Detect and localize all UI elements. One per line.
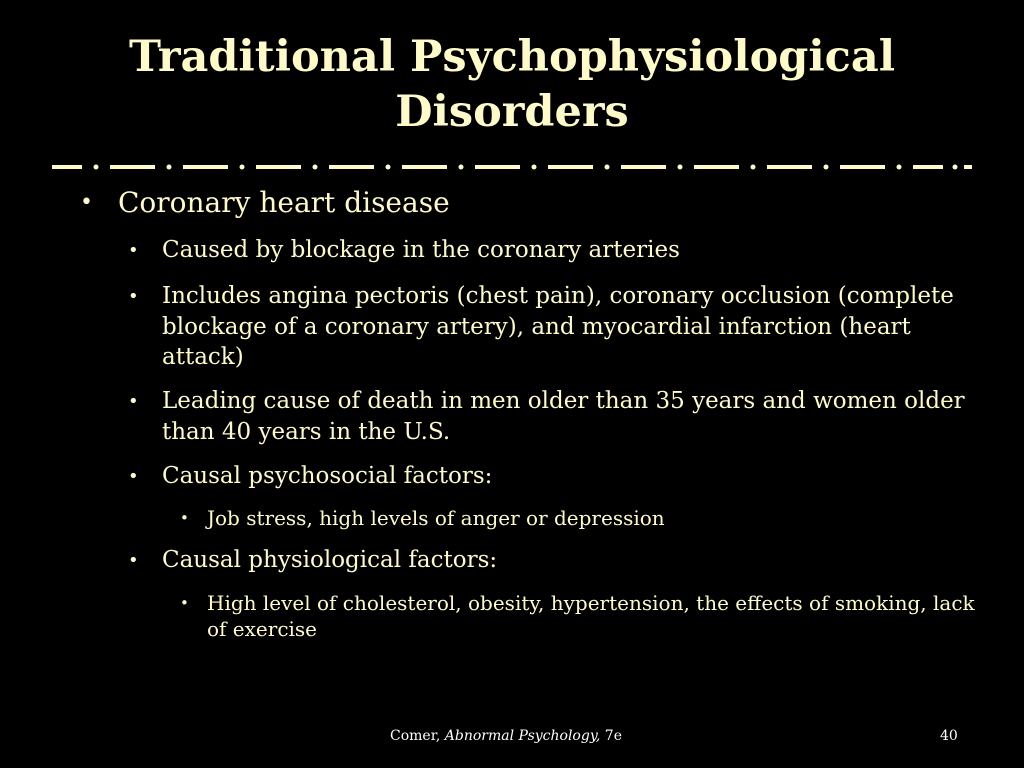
- bullet-marker: •: [180, 594, 189, 612]
- bullet-marker: •: [128, 466, 139, 487]
- bullet-marker: •: [128, 391, 139, 412]
- bullet-includes-angina: Includes angina pectoris (chest pain), coronary occlusion (complete blockage of a coronary artery), and myocardial infarction (heart attack): [162, 283, 954, 370]
- bullet-marker: •: [128, 286, 139, 307]
- bullet-marker: •: [128, 550, 139, 571]
- footer-edition: 7e: [604, 728, 622, 744]
- slide-title: Traditional Psychophysiological Disorders: [128, 32, 896, 137]
- title-divider: [52, 160, 972, 174]
- footer-author: Comer,: [390, 728, 441, 744]
- bullet-psychosocial-factors: Causal psychosocial factors:: [162, 463, 493, 489]
- bullet-leading-cause: Leading cause of death in men older than 35 years and women older than 40 years in the U.S.: [162, 388, 965, 445]
- footer-book-title: Abnormal Psychology,: [444, 728, 601, 744]
- slide-number: 40: [940, 728, 958, 744]
- bullet-caused-by-blockage: Caused by blockage in the coronary arteries: [162, 237, 680, 263]
- bullet-marker: •: [128, 240, 139, 261]
- bullet-coronary-heart-disease: Coronary heart disease: [118, 186, 450, 219]
- bullet-cholesterol-obesity: High level of cholesterol, obesity, hypertension, the effects of smoking, lack of exercise: [207, 591, 975, 641]
- bullet-physiological-factors: Causal physiological factors:: [162, 547, 498, 573]
- bullet-marker: •: [180, 509, 189, 527]
- bullet-job-stress: Job stress, high levels of anger or depression: [207, 506, 665, 530]
- footer-citation: [390, 728, 622, 744]
- bullet-marker: •: [80, 190, 93, 215]
